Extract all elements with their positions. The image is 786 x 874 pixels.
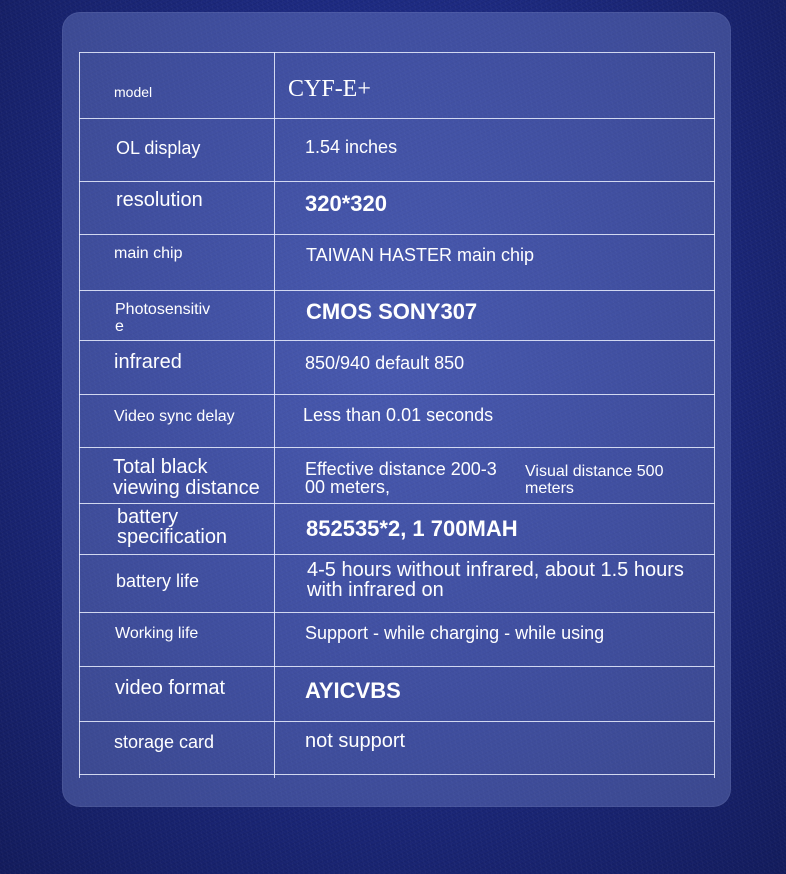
- row-divider: [79, 666, 715, 667]
- infrared-label: infrared: [114, 351, 182, 373]
- battery-life-value: 4-5 hours without infrared, about 1.5 hours with infrared on: [307, 559, 684, 601]
- row-divider: [79, 340, 715, 341]
- storage-label: storage card: [114, 732, 215, 752]
- display-label: OL display: [116, 138, 201, 158]
- table-border-right: [714, 52, 715, 778]
- sensor-value: CMOS SONY307: [306, 299, 478, 324]
- row-divider: [79, 52, 715, 53]
- row-divider: [79, 234, 715, 235]
- distance-value: Effective distance 200-3 00 meters,: [305, 459, 497, 497]
- row-divider: [79, 503, 715, 504]
- sensor-label: Photosensitiv e: [115, 301, 211, 335]
- working-life-value: Support - while charging - while using: [305, 623, 605, 643]
- chip-value: TAIWAN HASTER main chip: [306, 245, 535, 265]
- resolution-label: resolution: [116, 189, 203, 211]
- row-divider: [79, 118, 715, 119]
- row-divider: [79, 290, 715, 291]
- distance-visual-value: Visual distance 500 meters: [525, 463, 664, 497]
- table-column-divider: [274, 52, 275, 778]
- row-divider: [79, 554, 715, 555]
- battery-label: battery specification: [117, 506, 228, 548]
- row-divider: [79, 181, 715, 182]
- distance-label: Total black viewing distance: [113, 456, 260, 499]
- model-label: model: [114, 84, 153, 100]
- battery-value: 852535*2, 1 700MAH: [306, 516, 518, 541]
- row-divider: [79, 612, 715, 613]
- table-border-left: [79, 52, 80, 778]
- resolution-value: 320*320: [305, 191, 387, 216]
- video-format-label: video format: [115, 677, 226, 699]
- video-format-value: AYICVBS: [305, 678, 401, 703]
- model-value: CYF-E+: [288, 76, 371, 102]
- row-divider: [79, 447, 715, 448]
- delay-label: Video sync delay: [114, 408, 235, 425]
- battery-life-label: battery life: [116, 571, 200, 591]
- display-value: 1.54 inches: [305, 137, 398, 157]
- storage-value: not support: [305, 730, 406, 752]
- row-divider: [79, 394, 715, 395]
- working-life-label: Working life: [115, 625, 199, 642]
- delay-value: Less than 0.01 seconds: [303, 405, 494, 425]
- infrared-value: 850/940 default 850: [305, 353, 465, 373]
- row-divider: [79, 774, 715, 775]
- row-divider: [79, 721, 715, 722]
- chip-label: main chip: [114, 245, 183, 262]
- spec-table: [79, 52, 715, 778]
